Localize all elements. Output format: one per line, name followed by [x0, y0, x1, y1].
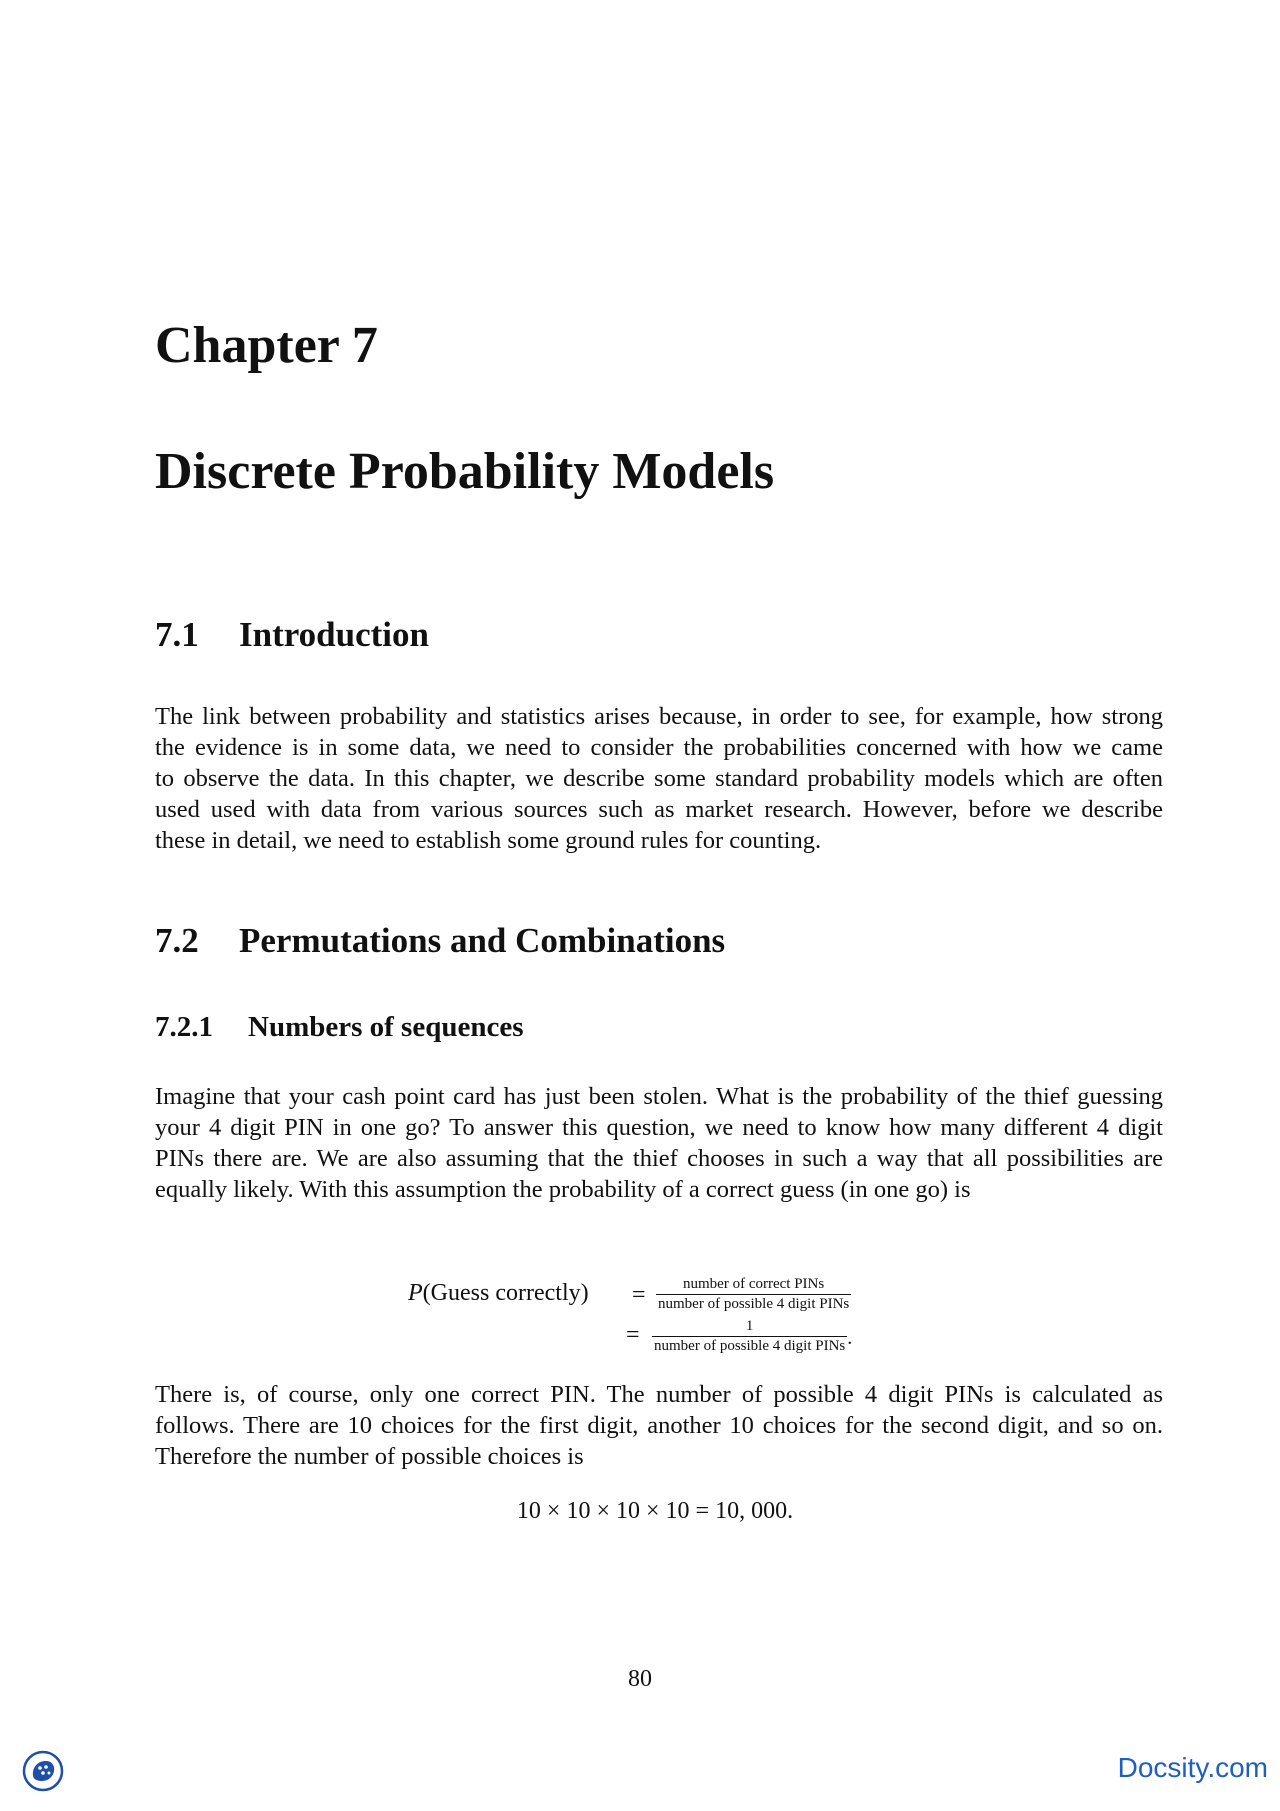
text-line: equally likely. With this assumption the probability of a correct guess (in one go) is — [155, 1176, 971, 1203]
probability-symbol: P — [408, 1280, 423, 1306]
fraction-correct-over-possible — [656, 1276, 851, 1313]
fraction-denominator: number of possible 4 digit PINs — [654, 1338, 846, 1354]
subsection-number: 7.2.1 — [155, 1011, 213, 1043]
page-number: 80 — [628, 1666, 652, 1692]
equation-product: 10 × 10 × 10 × 10 = 10, 000. — [516, 1498, 794, 1524]
text-line: follows. There are 10 choices for the first digit, another 10 choices for the second digit, and so on. — [155, 1412, 1163, 1439]
text-line: to observe the data. In this chapter, we describe some standard probability models which are often — [155, 765, 1163, 792]
chapter-title: Discrete Probability Models — [155, 443, 775, 500]
text-line: There is, of course, only one correct PIN. The number of possible 4 digit PINs is calculated as — [155, 1381, 1163, 1408]
section-title: Permutations and Combinations — [239, 921, 726, 960]
text-line: PINs there are. We are also assuming that the thief chooses in such a way that all possibilities are — [155, 1145, 1163, 1172]
section-title: Introduction — [239, 615, 429, 654]
text-line: your 4 digit PIN in one go? To answer this question, we need to know how many different 4 digit — [155, 1114, 1163, 1141]
text-line: Imagine that your cash point card has just been stolen. What is the probability of the thief guessing — [155, 1083, 1163, 1110]
fraction-denominator: number of possible 4 digit PINs — [658, 1296, 850, 1312]
section-number: 7.1 — [155, 615, 199, 654]
pin-paragraph — [155, 1081, 1163, 1205]
text-line: these in detail, we need to establish some ground rules for counting. — [155, 827, 822, 854]
text-line: The link between probability and statistics arises because, in order to see, for example, how strong — [155, 703, 1163, 730]
section-heading-introduction — [155, 617, 429, 652]
section-heading-permutations — [155, 923, 725, 958]
subsection-title: Numbers of sequences — [248, 1011, 524, 1043]
introduction-paragraph — [155, 701, 1163, 856]
chapter-label: Chapter 7 — [155, 317, 378, 374]
fraction-numerator: number of correct PINs — [656, 1276, 851, 1295]
equation-lhs — [408, 1280, 589, 1307]
text-line: the evidence is in some data, we need to consider the probabilities concerned with how we came — [155, 734, 1163, 761]
docsity-link[interactable]: Docsity.com — [1117, 1752, 1268, 1783]
text-line: Therefore the number of possible choices is — [155, 1443, 584, 1470]
equals-sign: = — [626, 1322, 640, 1348]
equation-period: . — [847, 1327, 853, 1350]
section-number: 7.2 — [155, 921, 199, 960]
fraction-one-over-possible — [652, 1318, 852, 1355]
text-line: used used with data from various sources such as market research. However, before we describe — [155, 796, 1163, 823]
subsection-heading — [155, 1013, 524, 1042]
probability-argument: (Guess correctly) — [422, 1280, 589, 1306]
fraction-numerator: 1 — [652, 1318, 847, 1337]
equals-sign: = — [632, 1282, 646, 1308]
choices-paragraph — [155, 1379, 1163, 1472]
docsity-logo-icon[interactable] — [22, 1750, 64, 1792]
